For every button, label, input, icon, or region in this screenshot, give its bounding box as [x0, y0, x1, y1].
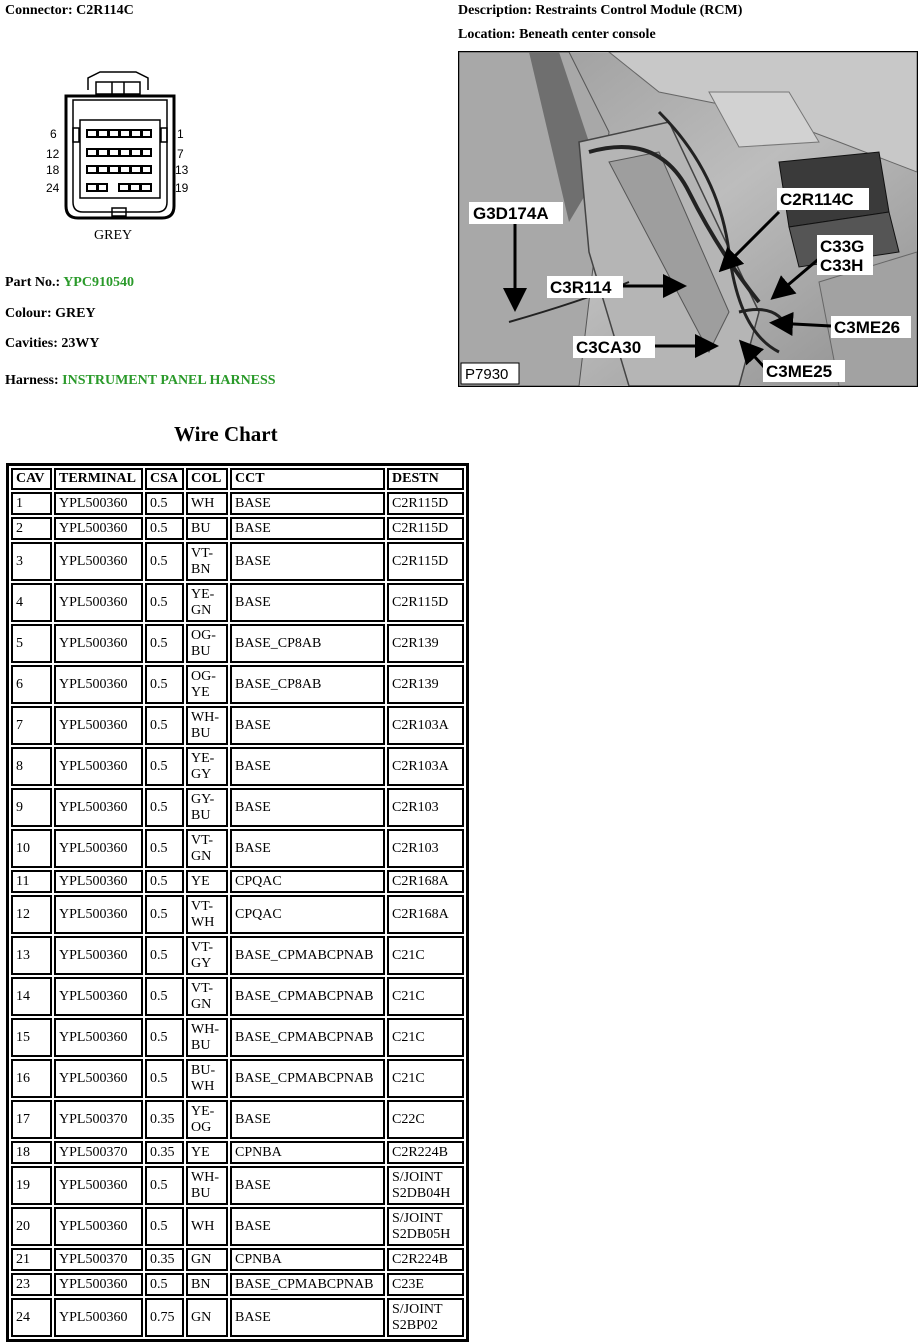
destn-cell-line: S/JOINT: [392, 1169, 443, 1185]
cav-cell: 6: [11, 665, 52, 704]
description-label: Description:: [458, 3, 532, 18]
terminal-cell: YPL500360: [54, 747, 143, 786]
table-row: [11, 1018, 464, 1057]
csa-cell: 0.5: [145, 936, 184, 975]
col-cell-line: WH: [191, 1218, 215, 1234]
description-line: [458, 3, 742, 19]
cav-cell: 19: [11, 1166, 52, 1205]
col-cell-line: GY: [191, 766, 212, 782]
pin-24-label: 24: [46, 181, 60, 195]
destn-cell-line: C2R224B: [392, 1251, 449, 1267]
destn-cell-line: S/JOINT: [392, 1210, 443, 1226]
destn-cell: [387, 1166, 464, 1205]
col-cell-line: WH-: [191, 1169, 219, 1185]
col-cell-line: OG: [191, 1119, 212, 1135]
col-cell-line: GN: [191, 848, 212, 864]
cct-cell: BASE_CP8AB: [230, 665, 385, 704]
col-cell-line: WH: [191, 1078, 215, 1094]
cav-cell: 14: [11, 977, 52, 1016]
terminal-cell: YPL500360: [54, 624, 143, 663]
csa-cell: 0.5: [145, 624, 184, 663]
destn-cell: [387, 1207, 464, 1246]
terminal-cell: YPL500360: [54, 706, 143, 745]
callout-c2r114c: C2R114C: [780, 190, 854, 209]
destn-cell: [387, 706, 464, 745]
table-row: [11, 517, 464, 540]
cav-cell: 15: [11, 1018, 52, 1057]
col-cell: [186, 1166, 228, 1205]
cct-cell: BASE: [230, 1298, 385, 1337]
csa-cell: 0.5: [145, 829, 184, 868]
table-row: [11, 706, 464, 745]
cavities-line: [5, 336, 100, 352]
part-no-line: [5, 275, 134, 291]
col-cell: [186, 665, 228, 704]
col-cell-line: BU: [191, 1037, 211, 1053]
cct-cell: BASE: [230, 706, 385, 745]
csa-cell: 0.35: [145, 1248, 184, 1271]
terminal-cell: YPL500360: [54, 1273, 143, 1296]
part-no-value: YPC910540: [63, 275, 134, 290]
col-cell-line: GN: [191, 1309, 212, 1325]
destn-cell-line: C21C: [392, 1070, 425, 1086]
destn-cell: [387, 665, 464, 704]
col-cell-line: WH-: [191, 709, 219, 725]
destn-cell-line: C21C: [392, 947, 425, 963]
destn-cell: [387, 870, 464, 893]
col-cell-line: OG-: [191, 627, 216, 643]
col-cell-line: YE-: [191, 1103, 215, 1119]
col-cell-line: BN: [191, 561, 211, 577]
cav-cell: 24: [11, 1298, 52, 1337]
terminal-cell: YPL500370: [54, 1141, 143, 1164]
csa-cell: 0.5: [145, 1207, 184, 1246]
col-cell-line: BU: [191, 643, 211, 659]
destn-cell: [387, 542, 464, 581]
destn-cell: [387, 1141, 464, 1164]
wire-chart-header-row: [11, 468, 464, 490]
cav-cell: 1: [11, 492, 52, 515]
csa-cell: 0.5: [145, 706, 184, 745]
table-row: [11, 542, 464, 581]
destn-cell-line: C2R115D: [392, 594, 449, 610]
cav-cell: 4: [11, 583, 52, 622]
col-cell: [186, 706, 228, 745]
csa-cell: 0.35: [145, 1100, 184, 1139]
connector-face-drawing: [40, 68, 200, 244]
cav-cell: 11: [11, 870, 52, 893]
col-cell-line: WH: [191, 914, 215, 930]
csa-cell: 0.5: [145, 492, 184, 515]
csa-cell: 0.5: [145, 788, 184, 827]
col-cell-line: GN: [191, 602, 212, 618]
terminal-cell: YPL500360: [54, 936, 143, 975]
destn-cell-line: C2R115D: [392, 553, 449, 569]
destn-cell: [387, 747, 464, 786]
harness-label: Harness:: [5, 373, 59, 388]
description-value: Restraints Control Module (RCM): [535, 3, 743, 18]
col-cell-line: VT-: [191, 939, 214, 955]
destn-cell: [387, 517, 464, 540]
connector-colour-label: GREY: [94, 228, 133, 243]
table-row: [11, 1100, 464, 1139]
col-cell-line: BU: [191, 520, 211, 536]
col-cell: [186, 583, 228, 622]
part-no-label: Part No.:: [5, 275, 61, 290]
cav-cell: 3: [11, 542, 52, 581]
destn-cell-line: C2R139: [392, 635, 439, 651]
cav-cell: 5: [11, 624, 52, 663]
destn-cell: [387, 1273, 464, 1296]
destn-cell-line: C23E: [392, 1276, 424, 1292]
col-cell: [186, 1141, 228, 1164]
cct-cell: BASE: [230, 1100, 385, 1139]
callout-c3me25: C3ME25: [766, 362, 833, 381]
terminal-cell: YPL500360: [54, 977, 143, 1016]
csa-cell: 0.5: [145, 1273, 184, 1296]
table-row: [11, 1166, 464, 1205]
destn-cell: [387, 977, 464, 1016]
header-destn: DESTN: [387, 468, 464, 490]
table-row: [11, 829, 464, 868]
col-cell: [186, 517, 228, 540]
terminal-cell: YPL500360: [54, 517, 143, 540]
col-cell: [186, 895, 228, 934]
col-cell-line: YE: [191, 873, 210, 889]
col-cell: [186, 1273, 228, 1296]
cct-cell: BASE_CPMABCPNAB: [230, 977, 385, 1016]
cav-cell: 8: [11, 747, 52, 786]
col-cell-line: YE-: [191, 750, 215, 766]
destn-cell: [387, 1018, 464, 1057]
destn-cell: [387, 1298, 464, 1337]
col-cell-line: VT-: [191, 898, 214, 914]
cct-cell: BASE: [230, 583, 385, 622]
destn-cell-line: C2R168A: [392, 873, 449, 889]
cavities-label: Cavities:: [5, 336, 58, 351]
header-csa: CSA: [145, 468, 184, 490]
location-label: Location:: [458, 27, 516, 42]
csa-cell: 0.5: [145, 517, 184, 540]
cct-cell: BASE_CP8AB: [230, 624, 385, 663]
cct-cell: BASE: [230, 788, 385, 827]
destn-cell: [387, 1100, 464, 1139]
cct-cell: BASE: [230, 542, 385, 581]
destn-cell: [387, 624, 464, 663]
terminal-cell: YPL500360: [54, 1166, 143, 1205]
terminal-cell: YPL500360: [54, 492, 143, 515]
cct-cell: CPNBA: [230, 1141, 385, 1164]
cav-cell: 17: [11, 1100, 52, 1139]
cct-cell: BASE_CPMABCPNAB: [230, 1059, 385, 1098]
col-cell-line: YE: [191, 1144, 210, 1160]
destn-cell-line: C2R115D: [392, 520, 449, 536]
pin-7-label: 7: [177, 147, 184, 161]
col-cell-line: GN: [191, 1251, 212, 1267]
cav-cell: 16: [11, 1059, 52, 1098]
destn-cell-line: S/JOINT: [392, 1301, 443, 1317]
callout-c3ca30: C3CA30: [576, 338, 642, 357]
destn-cell: [387, 788, 464, 827]
terminal-cell: YPL500360: [54, 1059, 143, 1098]
cct-cell: CPNBA: [230, 1248, 385, 1271]
destn-cell-line: C2R139: [392, 676, 439, 692]
col-cell-line: GN: [191, 996, 212, 1012]
cav-cell: 20: [11, 1207, 52, 1246]
cav-cell: 21: [11, 1248, 52, 1271]
col-cell: [186, 1248, 228, 1271]
table-row: [11, 1207, 464, 1246]
col-cell-line: GY: [191, 955, 212, 971]
cav-cell: 2: [11, 517, 52, 540]
table-row: [11, 665, 464, 704]
pin-19-label: 19: [175, 181, 189, 195]
destn-cell-line: C2R103A: [392, 758, 449, 774]
csa-cell: 0.35: [145, 1141, 184, 1164]
col-cell: [186, 1100, 228, 1139]
cav-cell: 10: [11, 829, 52, 868]
col-cell-line: BU-: [191, 1062, 216, 1078]
cav-cell: 13: [11, 936, 52, 975]
destn-cell-line: C2R103A: [392, 717, 449, 733]
terminal-cell: YPL500370: [54, 1248, 143, 1271]
table-row: [11, 624, 464, 663]
pin-18-label: 18: [46, 163, 60, 177]
table-row: [11, 492, 464, 515]
destn-cell-line: S2DB05H: [392, 1226, 451, 1242]
col-cell-line: WH-: [191, 1021, 219, 1037]
table-row: [11, 936, 464, 975]
terminal-cell: YPL500360: [54, 665, 143, 704]
destn-cell-line: C2R103: [392, 840, 439, 856]
cct-cell: BASE: [230, 492, 385, 515]
destn-cell: [387, 1248, 464, 1271]
harness-line: [5, 373, 276, 389]
col-cell-line: YE-: [191, 586, 215, 602]
table-row: [11, 1059, 464, 1098]
terminal-cell: YPL500360: [54, 895, 143, 934]
destn-cell-line: C2R115D: [392, 495, 449, 511]
csa-cell: 0.5: [145, 895, 184, 934]
cav-cell: 7: [11, 706, 52, 745]
csa-cell: 0.5: [145, 542, 184, 581]
cavities-value: 23WY: [61, 336, 100, 351]
terminal-cell: YPL500360: [54, 1207, 143, 1246]
colour-label: Colour:: [5, 306, 52, 321]
col-cell: [186, 936, 228, 975]
header-cct: CCT: [230, 468, 385, 490]
destn-cell: [387, 895, 464, 934]
csa-cell: 0.5: [145, 1059, 184, 1098]
table-row: [11, 977, 464, 1016]
csa-cell: 0.5: [145, 977, 184, 1016]
csa-cell: 0.5: [145, 1018, 184, 1057]
terminal-cell: YPL500360: [54, 1018, 143, 1057]
destn-cell-line: S2DB04H: [392, 1185, 451, 1201]
table-row: [11, 1273, 464, 1296]
terminal-cell: YPL500360: [54, 583, 143, 622]
header-cav: CAV: [11, 468, 52, 490]
table-row: [11, 788, 464, 827]
callout-g3d174a: G3D174A: [473, 204, 549, 223]
col-cell: [186, 829, 228, 868]
cav-cell: 12: [11, 895, 52, 934]
harness-value: INSTRUMENT PANEL HARNESS: [62, 373, 276, 388]
cct-cell: CPQAC: [230, 895, 385, 934]
cct-cell: BASE_CPMABCPNAB: [230, 1018, 385, 1057]
col-cell: [186, 1018, 228, 1057]
col-cell-line: OG-: [191, 668, 216, 684]
pin-13-label: 13: [175, 163, 189, 177]
col-cell: [186, 1207, 228, 1246]
cav-cell: 23: [11, 1273, 52, 1296]
location-line: [458, 27, 656, 43]
destn-cell-line: S2BP02: [392, 1317, 438, 1333]
table-row: [11, 1141, 464, 1164]
col-cell-line: VT-: [191, 980, 214, 996]
connector-line: [5, 3, 134, 19]
callout-c33h: C33H: [820, 256, 864, 275]
table-row: [11, 583, 464, 622]
connector-value: C2R114C: [76, 3, 134, 18]
table-row: [11, 1298, 464, 1337]
csa-cell: 0.5: [145, 583, 184, 622]
destn-cell-line: C2R224B: [392, 1144, 449, 1160]
cct-cell: CPQAC: [230, 870, 385, 893]
terminal-cell: YPL500360: [54, 542, 143, 581]
cct-cell: BASE: [230, 517, 385, 540]
col-cell-line: BN: [191, 1276, 211, 1292]
col-cell: [186, 624, 228, 663]
col-cell-line: GY-: [191, 791, 215, 807]
terminal-cell: YPL500370: [54, 1100, 143, 1139]
col-cell-line: BU: [191, 1185, 211, 1201]
table-row: [11, 1248, 464, 1271]
header-col: COL: [186, 468, 228, 490]
col-cell: [186, 788, 228, 827]
col-cell: [186, 1298, 228, 1337]
pin-6-label: 6: [50, 127, 57, 141]
callout-c3r114: C3R114: [550, 278, 612, 297]
col-cell: [186, 542, 228, 581]
csa-cell: 0.5: [145, 665, 184, 704]
col-cell: [186, 492, 228, 515]
table-row: [11, 747, 464, 786]
destn-cell: [387, 492, 464, 515]
col-cell: [186, 1059, 228, 1098]
col-cell-line: VT-: [191, 832, 214, 848]
csa-cell: 0.5: [145, 747, 184, 786]
cct-cell: BASE: [230, 747, 385, 786]
cct-cell: BASE: [230, 829, 385, 868]
cav-cell: 18: [11, 1141, 52, 1164]
destn-cell-line: C2R168A: [392, 906, 449, 922]
colour-line: [5, 306, 96, 322]
pin-12-label: 12: [46, 147, 60, 161]
csa-cell: 0.5: [145, 870, 184, 893]
col-cell: [186, 747, 228, 786]
destn-cell-line: C22C: [392, 1111, 425, 1127]
callout-c33g: C33G: [820, 237, 865, 256]
pin-1-label: 1: [177, 127, 184, 141]
csa-cell: 0.5: [145, 1166, 184, 1205]
destn-cell-line: C21C: [392, 988, 425, 1004]
colour-value: GREY: [55, 306, 96, 321]
col-cell: [186, 870, 228, 893]
location-value: Beneath center console: [519, 27, 656, 42]
destn-cell: [387, 1059, 464, 1098]
cct-cell: BASE_CPMABCPNAB: [230, 936, 385, 975]
col-cell-line: BU: [191, 725, 211, 741]
terminal-cell: YPL500360: [54, 1298, 143, 1337]
wire-chart-body: [11, 492, 464, 1337]
connector-label: Connector:: [5, 3, 73, 18]
cct-cell: BASE: [230, 1166, 385, 1205]
destn-cell-line: C21C: [392, 1029, 425, 1045]
figure-id: P7930: [465, 366, 509, 383]
cav-cell: 9: [11, 788, 52, 827]
terminal-cell: YPL500360: [54, 829, 143, 868]
destn-cell: [387, 583, 464, 622]
callout-c3me26: C3ME26: [834, 318, 901, 337]
location-photo: [458, 51, 918, 387]
destn-cell: [387, 936, 464, 975]
wire-chart-table: [6, 463, 469, 1342]
col-cell: [186, 977, 228, 1016]
header-terminal: TERMINAL: [54, 468, 143, 490]
col-cell-line: VT-: [191, 545, 214, 561]
col-cell-line: WH: [191, 495, 215, 511]
destn-cell-line: C2R103: [392, 799, 439, 815]
table-row: [11, 870, 464, 893]
destn-cell: [387, 829, 464, 868]
cct-cell: BASE_CPMABCPNAB: [230, 1273, 385, 1296]
col-cell-line: YE: [191, 684, 210, 700]
cct-cell: BASE: [230, 1207, 385, 1246]
wire-chart-title: Wire Chart: [174, 422, 278, 446]
col-cell-line: BU: [191, 807, 211, 823]
csa-cell: 0.75: [145, 1298, 184, 1337]
terminal-cell: YPL500360: [54, 788, 143, 827]
table-row: [11, 895, 464, 934]
terminal-cell: YPL500360: [54, 870, 143, 893]
